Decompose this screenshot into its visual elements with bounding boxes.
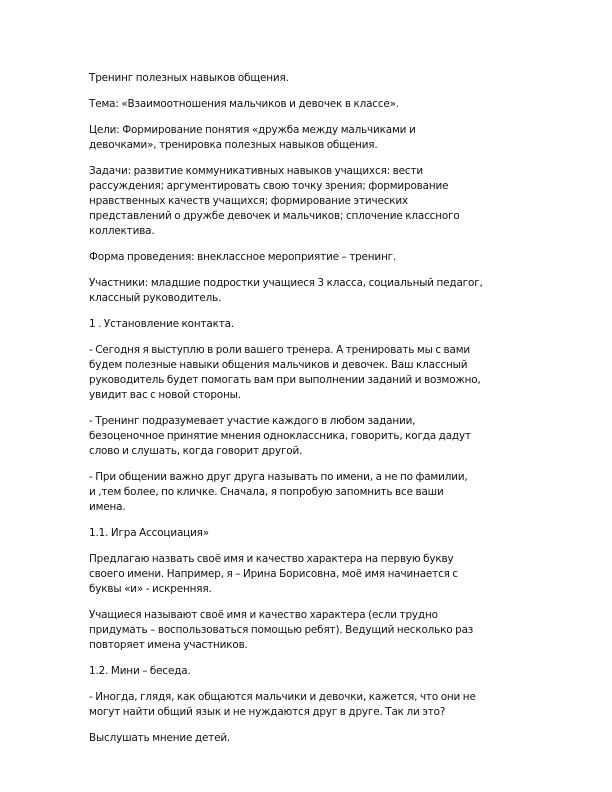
goals-paragraph: Цели: Формирование понятия «дружба между мальчиками и девочками», тренировка полезных навыков общения. — [89, 124, 416, 151]
section-heading-contact: 1 . Установление контакта. — [89, 318, 234, 330]
topic-paragraph: Тема: «Взаимоотношения мальчиков и девочек в классе». — [89, 98, 400, 110]
body-paragraph: - Иногда, глядя, как общаются мальчики и девочки, кажется, что они не могут найти общий язык и не нуждаются друг в друге. Так ли это? — [89, 691, 476, 718]
body-paragraph: - Сегодня я выступлю в роли вашего тренера. А тренировать мы с вами будем полезные навыки общения мальчиков и девочек. Ваш классный руководитель будет помогать вам при выполнении заданий и возможно, увидит вас с новой стороны. — [89, 344, 481, 401]
body-paragraph: - При общении важно друг друга называть по имени, а не по фамилии, и ,тем более, по кличке. Сначала, я попробую запомнить все ваши имена. — [89, 471, 468, 513]
tasks-paragraph: Задачи: развитие коммуникативных навыков учащихся: вести рассуждения; аргументировать свою точку зрения; формирование нравственных качеств учащихся; формирование этических представлений о дружбе девочек и мальчиков; сплочение классного коллектива. — [89, 165, 460, 237]
participants-paragraph: Участники: младшие подростки учащиеся 3 класса, социальный педагог, классный руководитель. — [89, 277, 483, 304]
body-paragraph: Выслушать мнение детей. — [89, 732, 231, 744]
section-heading-conversation: 1.2. Мини – беседа. — [89, 665, 191, 677]
body-paragraph: Предлагаю назвать своё имя и качество характера на первую букву своего имени. Например, я – Ирина Борисовна, моё имя начинается с буквы «и» - искренняя. — [89, 553, 458, 595]
body-paragraph: Учащиеся называют своё имя и качество характера (если трудно придумать – воспользоваться помощью ребят). Ведущий несколько раз повторяет имена участников. — [89, 609, 474, 651]
form-paragraph: Форма проведения: внеклассное мероприятие – тренинг. — [89, 251, 397, 263]
section-heading-game: 1.1. Игра Ассоциация» — [89, 527, 209, 539]
document-title: Тренинг полезных навыков общения. — [89, 72, 289, 84]
body-paragraph: - Тренинг подразумевает участие каждого в любом задании, безоценочное принятие мнения одноклассника, говорить, когда дадут слово и слушать, когда говорит другой. — [89, 415, 471, 457]
document-body — [89, 71, 529, 757]
